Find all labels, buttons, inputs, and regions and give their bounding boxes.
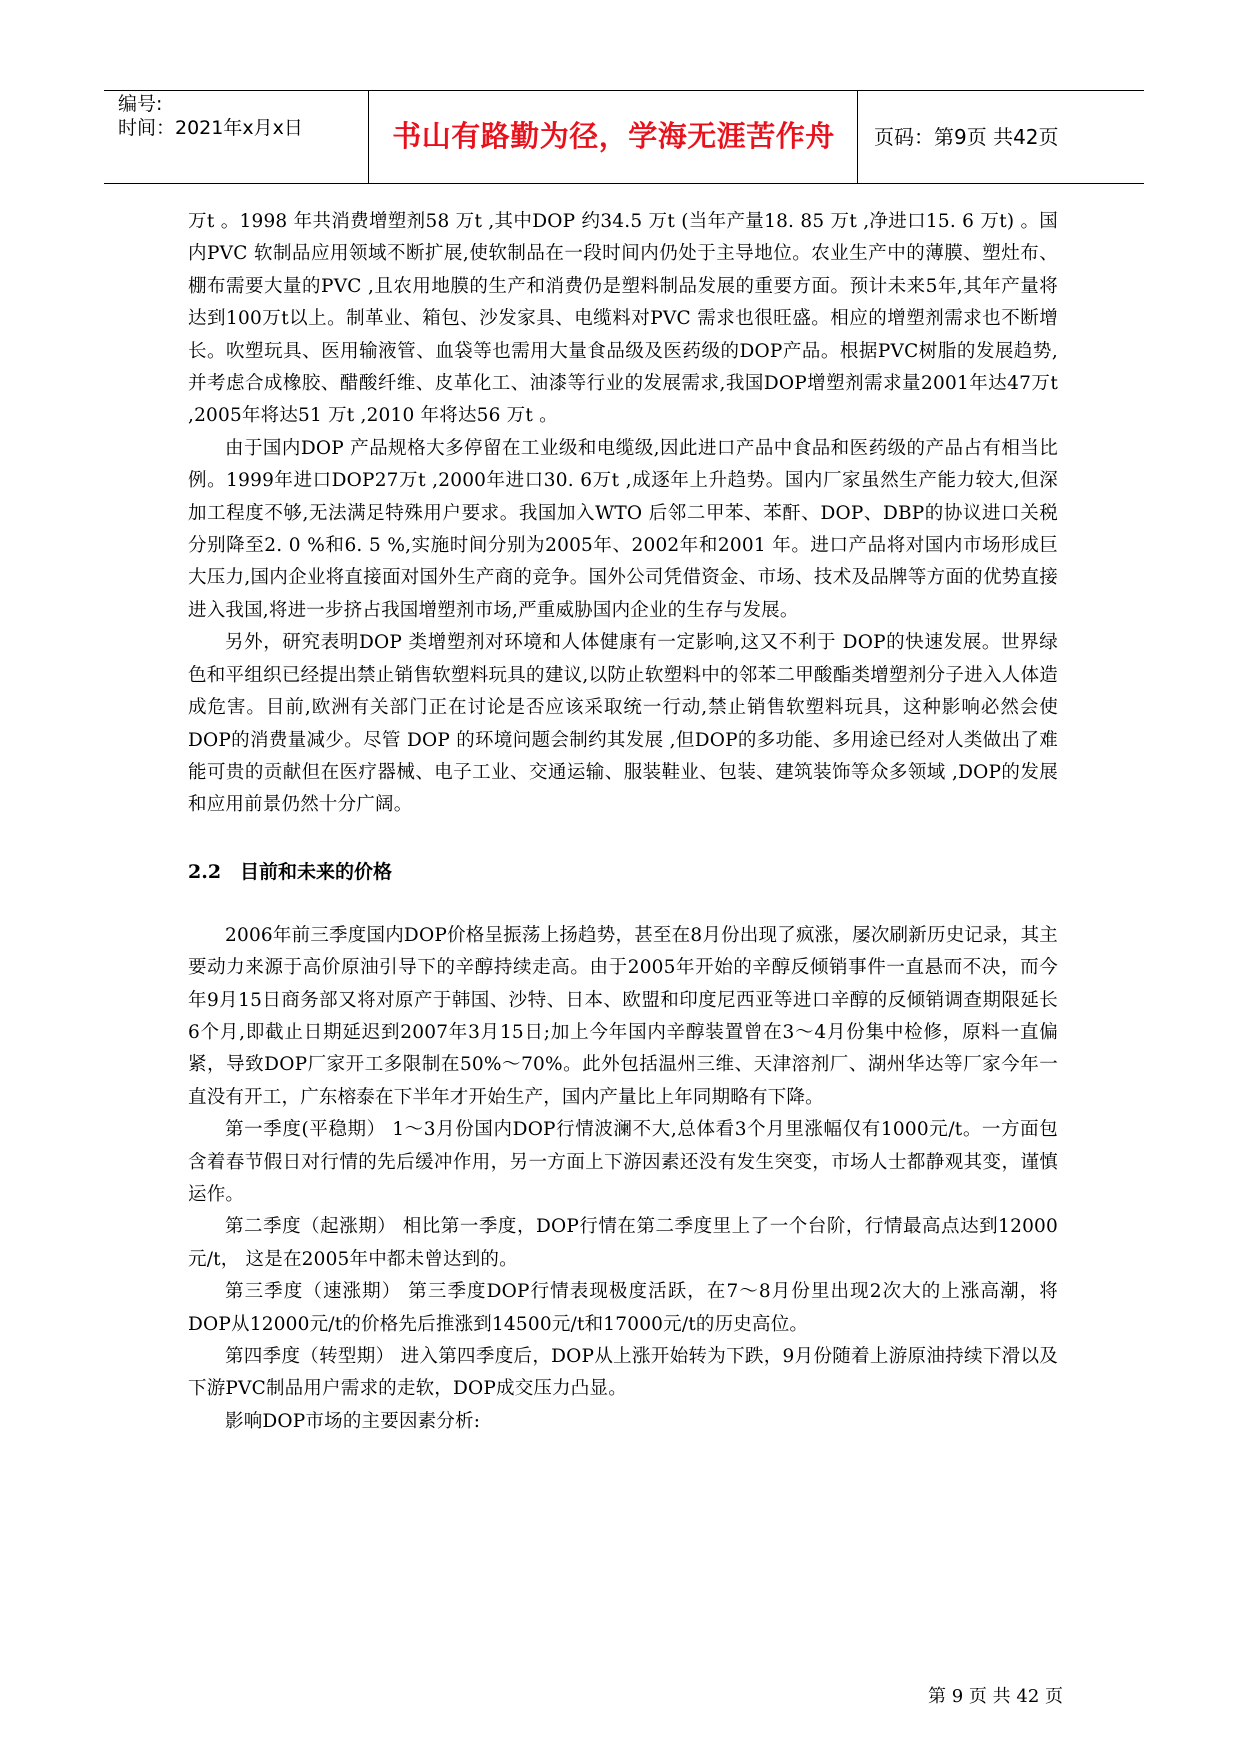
header-info-cell bbox=[104, 91, 369, 183]
paragraph: 第二季度（起涨期） 相比第一季度，DOP行情在第二季度里上了一个台阶，行情最高点达到12000元/t， 这是在2005年中都未曾达到的。 bbox=[188, 1216, 1058, 1270]
header-page-cell bbox=[860, 91, 1144, 183]
section-title: 目前和未来的价格 bbox=[240, 860, 393, 883]
section-heading bbox=[188, 856, 1058, 888]
paragraph: 万t 。1998 年共消费增塑剂58 万t ,其中DOP 约34.5 万t (当年产量18. 85 万t ,净进口15. 6 万t) 。国内PVC 软制品应用领域不断扩展,使软制品在一段时间内仍处于主导地位。农业生产中的薄膜、塑灶布、棚布需要大量的PVC ,且农用地膜的生产和消费仍是塑料制品发展的重要方面。预计未来5年,其年产量将达到100万t以上。制革业、箱包、沙发家具、电缆料对PVC 需求也很旺盛。相应的增塑剂需求也不断增长。吹塑玩具、医用输液管、血袋等也需用大量食品级及医药级的DOP产品。根据PVC树脂的发展趋势,并考虑合成橡胶、醋酸纤维、皮革化工、油漆等行业的发展需求,我国DOP增塑剂需求量2001年达47万t ,2005年将达51 万t ,2010 年将达56 万t 。 bbox=[188, 211, 1058, 427]
paragraph: 第四季度（转型期） 进入第四季度后，DOP从上涨开始转为下跌，9月份随着上游原油持续下滑以及下游PVC制品用户需求的走软，DOP成交压力凸显。 bbox=[188, 1346, 1058, 1400]
paragraph: 另外，研究表明DOP 类增塑剂对环境和人体健康有一定影响,这又不利于 DOP的快速发展。世界绿色和平组织已经提出禁止销售软塑料玩具的建议,以防止软塑料中的邻苯二甲酸酯类增塑剂分子进入人体造成危害。目前,欧洲有关部门正在讨论是否应该采取统一行动,禁止销售软塑料玩具，这种影响必然会使DOP的消费量减少。尽管 DOP 的环境问题会制约其发展 ,但DOP的多功能、多用途已经对人类做出了难能可贵的贡献但在医疗器械、电子工业、交通运输、服装鞋业、包装、建筑装饰等众多领域 ,DOP的发展和应用前景仍然十分广阔。 bbox=[188, 632, 1058, 816]
section-number: 2.2 bbox=[188, 860, 222, 883]
header-page-code: 页码：第9页 共42页 bbox=[874, 125, 1059, 149]
paragraph: 2006年前三季度国内DOP价格呈振荡上扬趋势，甚至在8月份出现了疯涨，屡次刷新历史记录，其主要动力来源于高价原油引导下的辛醇持续走高。由于2005年开始的辛醇反倾销事件一直悬而不决，而今年9月15日商务部又将对原产于韩国、沙特、日本、欧盟和印度尼西亚等进口辛醇的反倾销调查期限延长6个月,即截止日期延迟到2007年3月15日;加上今年国内辛醇装置曾在3～4月份集中检修，原料一直偏紧，导致DOP厂家开工多限制在50%～70%。此外包括温州三维、天津溶剂厂、湖州华达等厂家今年一直没有开工，广东榕泰在下半年才开始生产，国内产量比上年同期略有下降。 bbox=[188, 924, 1058, 1108]
document-number-label: 编号: bbox=[118, 93, 163, 115]
paragraph: 第一季度(平稳期） 1～3月份国内DOP行情波澜不大,总体看3个月里涨幅仅有1000元/t。一方面包含着春节假日对行情的先后缓冲作用，另一方面上下游因素还没有发生突变，市场人士都静观其变，谨慎运作。 bbox=[188, 1119, 1058, 1205]
paragraph: 第三季度（速涨期） 第三季度DOP行情表现极度活跃，在7～8月份里出现2次大的上涨高潮，将DOP从12000元/t的价格先后推涨到14500元/t和17000元/t的历史高位。 bbox=[188, 1281, 1058, 1335]
header-motto: 书山有路勤为径，学海无涯苦作舟 bbox=[392, 119, 835, 153]
paragraph: 影响DOP市场的主要因素分析: bbox=[225, 1410, 481, 1432]
document-body bbox=[188, 206, 1058, 1438]
page-header bbox=[104, 90, 1144, 184]
paragraph: 由于国内DOP 产品规格大多停留在工业级和电缆级,因此进口产品中食品和医药级的产品占有相当比例。1999年进口DOP27万t ,2000年进口30. 6万t ,成逐年上升趋势。国内厂家虽然生产能力较大,但深加工程度不够,无法满足特殊用户要求。我国加入WTO 后邻二甲苯、苯酐、DOP、DBP的协议进口关税分别降至2. 0 %和6. 5 %,实施时间分别为2005年、2002年和2001 年。进口产品将对国内市场形成巨大压力,国内企业将直接面对国外生产商的竞争。国外公司凭借资金、市场、技术及品牌等方面的优势直接进入我国,将进一步挤占我国增塑剂市场,严重威胁国内企业的生存与发展。 bbox=[188, 437, 1058, 621]
header-motto-cell bbox=[370, 91, 858, 183]
document-time-label: 时间：2021年x月x日 bbox=[118, 117, 303, 139]
page-footer: 第 9 页 共 42 页 bbox=[928, 1686, 1063, 1707]
